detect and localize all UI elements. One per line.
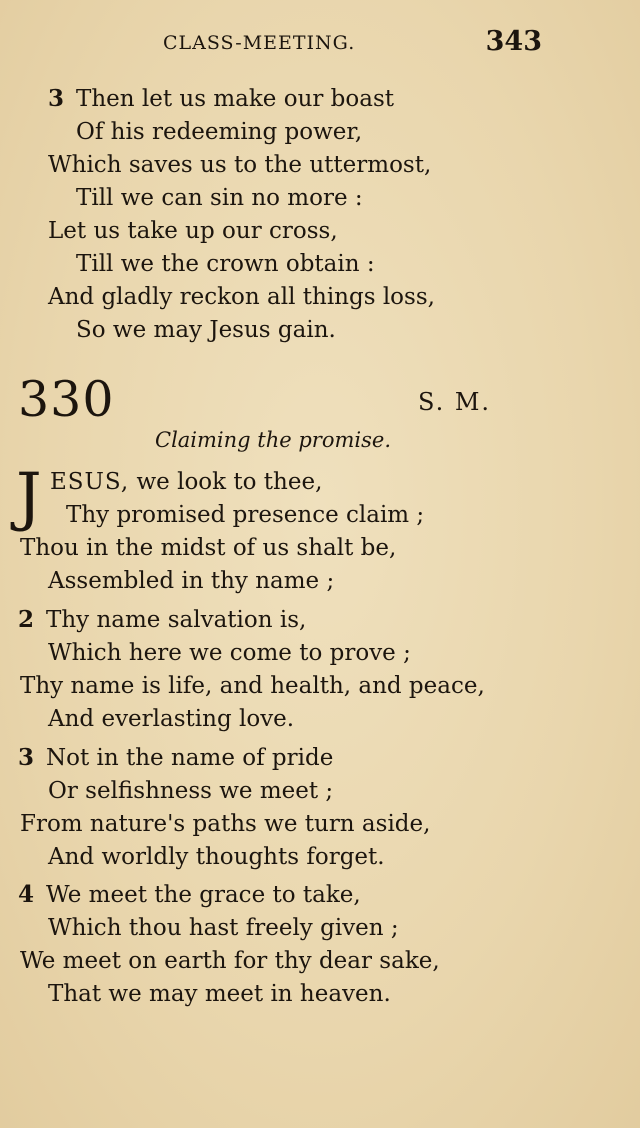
verse-line: Let us take up our cross, [48, 218, 338, 244]
verse-line: We meet on earth for thy dear sake, [20, 948, 440, 974]
hymn-meter: S. M. [418, 388, 492, 416]
verse-line: 3 Then let us make our boast [48, 85, 395, 112]
verse-number: 3 [18, 744, 35, 771]
verse-line: Of his redeeming power, [76, 119, 363, 145]
verse-line: Assembled in thy name ; [48, 568, 335, 594]
verse-line: And everlasting love. [48, 706, 295, 732]
verse-line: 3 Not in the name of pride [18, 744, 334, 771]
page-header [0, 26, 640, 62]
verse-line: And gladly reckon all things loss, [48, 284, 435, 310]
verse-line: Which saves us to the uttermost, [48, 152, 432, 178]
verse-line: ESUS, we look to thee, [50, 469, 323, 495]
verse-line: And worldly thoughts forget. [48, 844, 385, 870]
page-number: 343 [485, 26, 542, 57]
hymn-subtitle: Claiming the promise. [155, 428, 391, 452]
verse-line: 4 We meet the grace to take, [18, 881, 361, 908]
running-title: CLASS-MEETING. [163, 32, 356, 54]
hymn-number: 330 [18, 371, 115, 428]
verse-line: That we may meet in heaven. [48, 981, 391, 1007]
verse-line: Which thou hast freely given ; [48, 915, 399, 941]
verse-line: Thy promised presence claim ; [66, 502, 425, 528]
verse-number: 4 [18, 881, 35, 908]
verse-line: Till we the crown obtain : [76, 251, 375, 277]
verse-line: Till we can sin no more : [76, 185, 363, 211]
verse-number: 2 [18, 606, 35, 633]
verse-line: From nature's paths we turn aside, [20, 811, 431, 837]
verse-line: Or selfishness we meet ; [48, 778, 334, 804]
first-word: ESUS, [50, 469, 130, 495]
verse-line: Thou in the midst of us shalt be, [20, 535, 397, 561]
verse-line: So we may Jesus gain. [76, 317, 336, 343]
drop-cap: J [16, 460, 42, 534]
verse-number: 3 [48, 85, 65, 112]
verse-line: Which here we come to prove ; [48, 640, 411, 666]
verse-line: 2 Thy name salvation is, [18, 606, 307, 633]
verse-line: Thy name is life, and health, and peace, [20, 673, 485, 699]
